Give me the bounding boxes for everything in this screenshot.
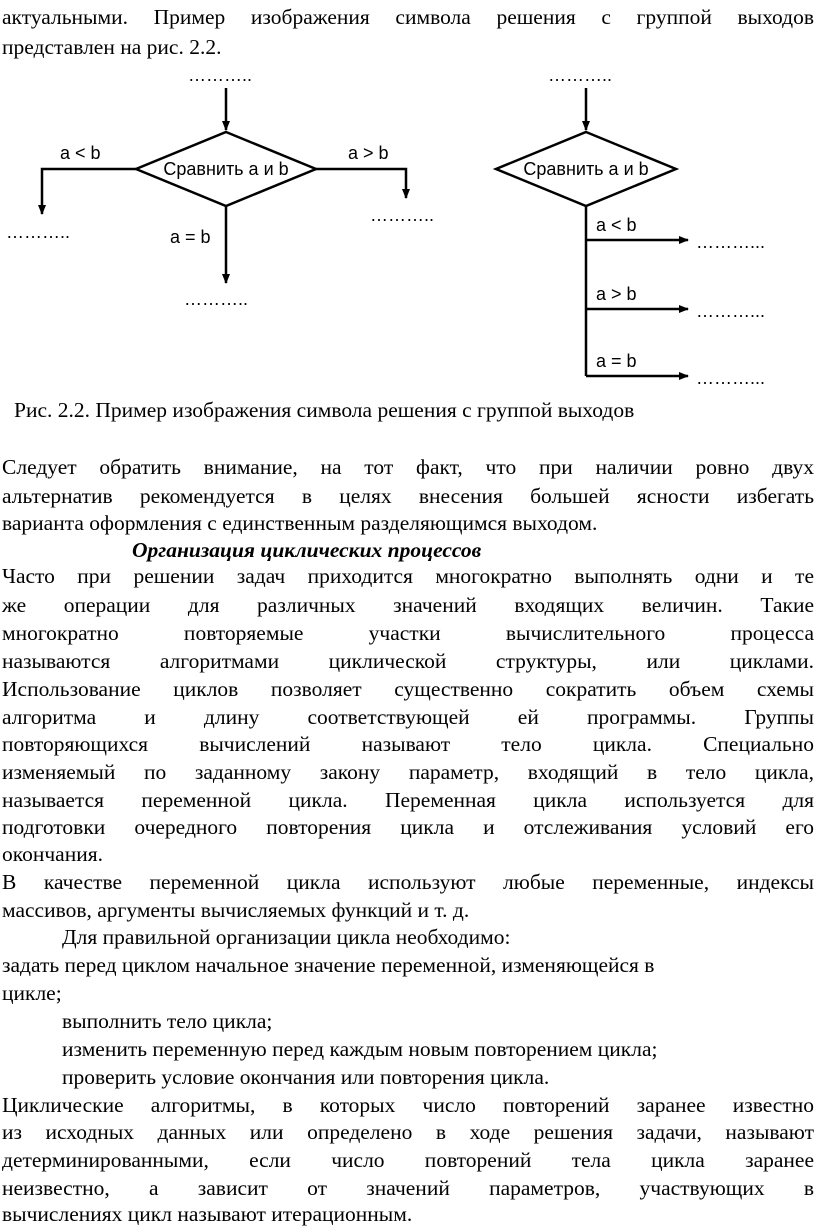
figure-caption: Рис. 2.2. Пример изображения символа решения с группой выходов: [14, 398, 635, 422]
left-entry-dots: ………..: [188, 68, 253, 85]
para4-line-3: детерминированными, если число повторений тела цикла заранее: [2, 1148, 814, 1172]
requirement-item-3: [62, 1034, 657, 1064]
requirement-text: проверить условие окончания или повторения цикла.: [62, 1065, 550, 1089]
para1-line-3: варианта оформления с единственным разделяющимся выходом.: [2, 511, 598, 535]
para3-line-2: массивов, аргументы вычисляемых функций и т. д.: [2, 898, 470, 922]
para3-line-1: В качестве переменной цикла используют любые переменные, индексы: [2, 870, 814, 894]
decision-symbol-figure: [0, 68, 816, 393]
para2-line-4: называются алгоритмами циклической структуры, или циклами.: [2, 649, 814, 673]
para4-line-5: вычислениях цикл называют итерационным.: [2, 1202, 413, 1226]
para4-line-1: Циклические алгоритмы, в которых число повторений заранее известно: [2, 1093, 814, 1117]
left-branch-equal-label: a = b: [170, 227, 211, 247]
left-exit-greater-dots: ………..: [370, 205, 435, 225]
para2-line-10: подготовки очередного повторения цикла и отслеживания условий его: [2, 815, 814, 839]
right-output-2-dots: ………...: [696, 301, 766, 321]
para2-line-9: называется переменной цикла. Переменная цикла используется для: [2, 788, 814, 812]
intro-line-1: актуальными. Пример изображения символа решения с группой выходов: [2, 5, 814, 29]
para1-line-1: Следует обратить внимание, на тот факт, что при наличии ровно двух: [2, 455, 814, 479]
requirement-item-1-continued: цикле;: [2, 981, 62, 1005]
para2-line-11: окончания.: [2, 842, 103, 866]
para4-line-2: из исходных данных или определено в ходе решения задачи, называют: [2, 1120, 814, 1144]
left-exit-greater-arrow: [316, 169, 406, 198]
para2-line-7: повторяющихся вычислений называют тело цикла. Специально: [2, 732, 814, 756]
right-decision-label: Сравнить a и b: [523, 159, 649, 179]
para2-line-3: многократно повторяемые участки вычислительного процесса: [2, 621, 814, 645]
right-output-1-label: a < b: [596, 215, 637, 235]
requirement-item-1: [2, 950, 814, 980]
right-output-1-dots: ………...: [696, 232, 766, 252]
para1-line-2: альтернатив рекомендуется в целях внесения большей ясности избегать: [2, 484, 814, 508]
requirements-intro: Для правильной организации цикла необходимо:: [62, 925, 511, 949]
requirement-text: задать перед циклом начальное значение переменной, изменяющейся в: [2, 953, 655, 977]
left-decision-label: Сравнить a и b: [163, 159, 289, 179]
requirement-text: изменить переменную перед каждым новым повторением цикла;: [62, 1037, 658, 1061]
right-output-2-label: a > b: [596, 284, 637, 304]
right-output-3-label: a = b: [596, 351, 637, 371]
left-branch-greater-label: a > b: [348, 143, 389, 163]
left-exit-less-dots: ………..: [6, 222, 71, 242]
para2-line-6: алгоритма и длину соответствующей ей программы. Группы: [2, 705, 814, 729]
para2-line-5: Использование циклов позволяет существенно сократить объем схемы: [2, 677, 814, 701]
right-entry-dots: ………..: [548, 68, 613, 85]
left-branch-less-label: a < b: [60, 143, 101, 163]
left-exit-equal-dots: ………..: [184, 289, 249, 309]
intro-line-2: представлен на рис. 2.2.: [2, 35, 222, 59]
para4-line-4: неизвестно, а зависит от значений параметров, участвующих в: [2, 1176, 814, 1200]
right-output-3-dots: ………...: [696, 368, 766, 388]
requirement-item-4: [62, 1062, 549, 1092]
para2-line-8: изменяемый по заданному закону параметр, входящий в тело цикла,: [2, 760, 814, 784]
section-heading: Организация циклических процессов: [132, 538, 482, 562]
left-exit-less-arrow: [42, 169, 136, 214]
requirement-item-2: [62, 1006, 272, 1036]
para2-line-1: Часто при решении задач приходится многократно выполнять одни и те: [2, 564, 814, 588]
para2-line-2: же операции для различных значений входящих величин. Такие: [2, 593, 814, 617]
requirement-text: выполнить тело цикла;: [62, 1009, 273, 1033]
